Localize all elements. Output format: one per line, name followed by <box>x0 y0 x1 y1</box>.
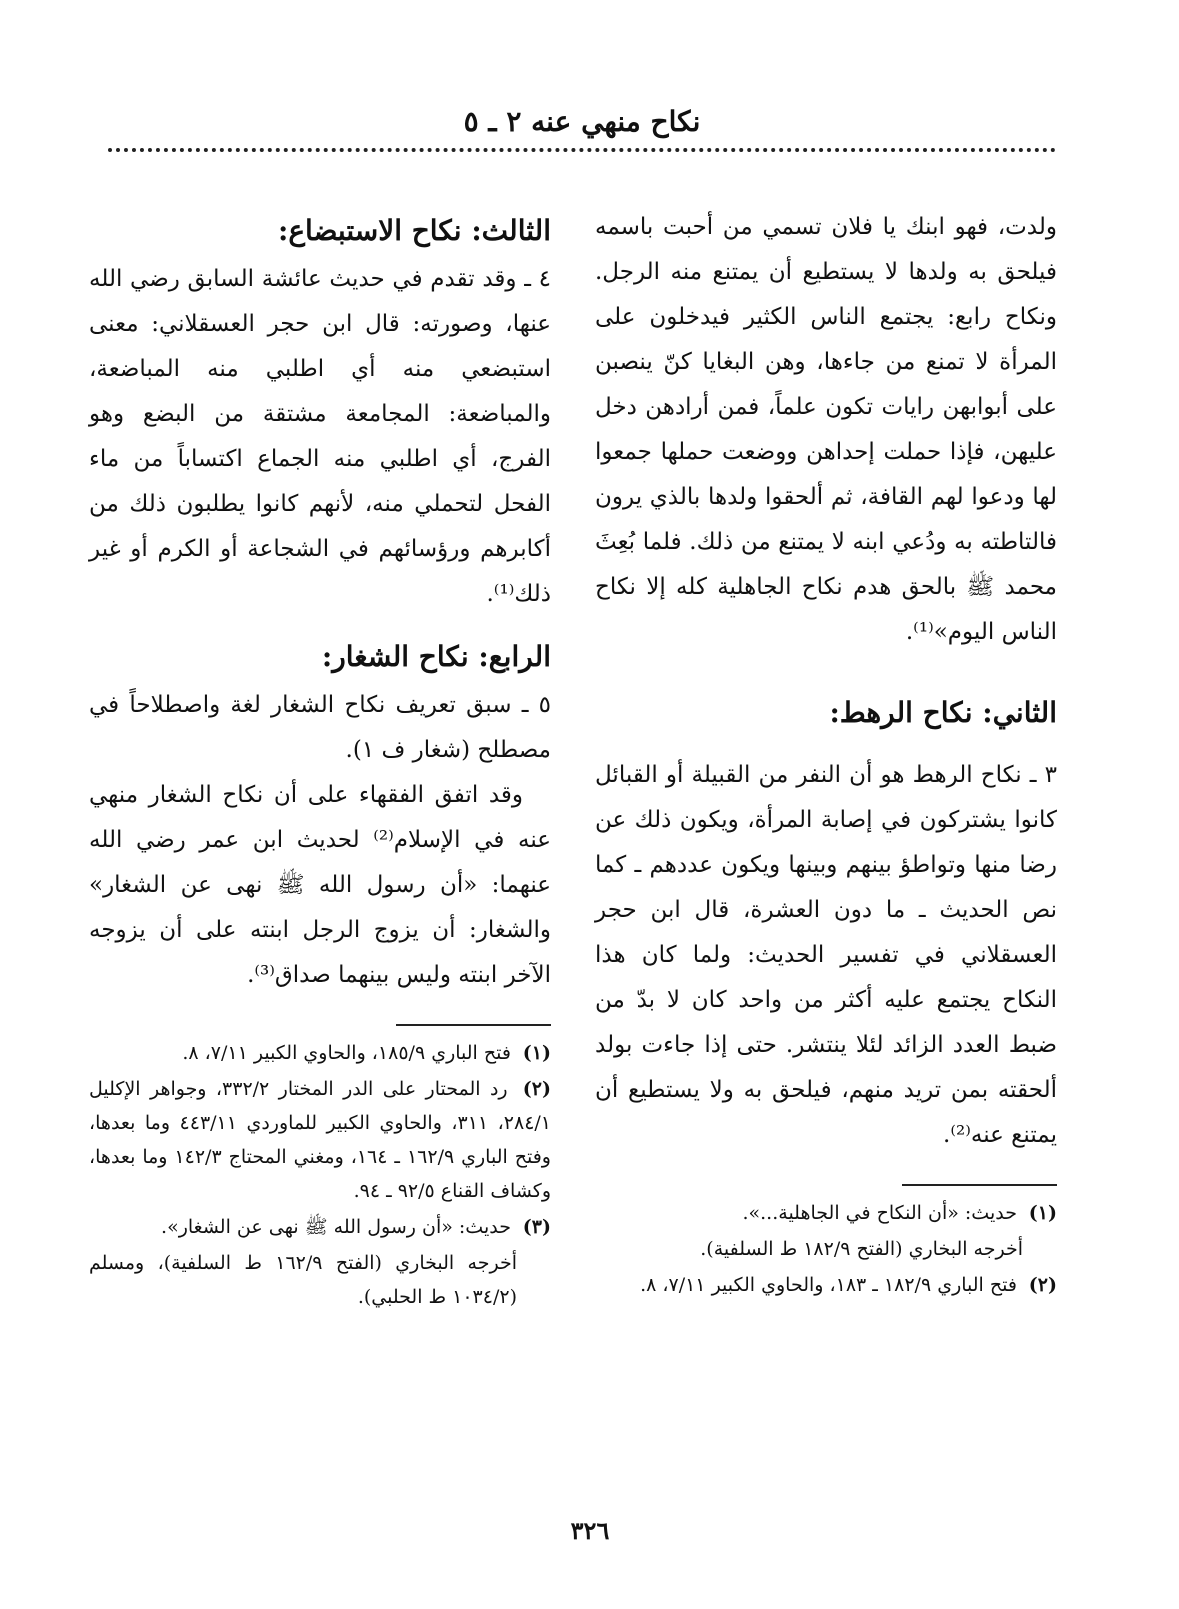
heading-second-type: الثاني: نكاح الرهط: <box>829 696 1057 729</box>
left-paragraph-3: وقد اتفق الفقهاء على أن نكاح الشغار منهي عنه في الإسلام⁽²⁾ لحديث ابن عمر رضي الله عنهما: «أن رسول الله ﷺ نهى عن الشغار» والشغار: أن يزوج الرجل ابنته على أن يزوجه الآخر ابنته وليس بينهما صداق⁽³⁾. <box>89 782 551 988</box>
footnote: (١) حديث: «أن النكاح في الجاهلية...». <box>742 1202 1057 1224</box>
footnote: (٢) فتح الباري ١٨٢/٩ ـ ١٨٣، والحاوي الكبير ٧/١١، ٨. <box>640 1274 1057 1296</box>
footnote: (٢) رد المحتار على الدر المختار ٣٣٢/٢، وجواهر الإكليل ٢٨٤/١، ٣١١، والحاوي الكبير للماوردي ٤٤٣/١١ وما بعدها، وفتح الباري ١٦٢/٩ ـ ١٦٤، ومغني المحتاج ١٤٢/٣ وما بعدها، وكشاف القناع ٩٢/٥ ـ ٩٤. <box>89 1078 552 1202</box>
left-footnotes <box>89 1036 551 1314</box>
right-footnotes <box>595 1196 1057 1302</box>
right-paragraph-1: ولدت، فهو ابنك يا فلان تسمي من أحبت باسمه فيلحق به ولدها لا يستطيع أن يمتنع منه الرجل. ونكاح رابع: يجتمع الناس الكثير فيدخلون على المرأة لا تمنع من جاءها، وهن البغايا كنّ ينصبن على أبوابهن رايات تكون علماً، فمن أرادهن دخل عليهن، فإذا حملت إحداهن ووضعت حملها جمعوا لها ودعوا لهم القافة، ثم ألحقوا ولدها بالذي يرون فالتاطته به ودُعي ابنه لا يمتنع من ذلك. فلما بُعِثَ محمد ﷺ بالحق هدم نكاح الجاهلية كله إلا نكاح الناس اليوم»⁽¹⁾. <box>595 214 1057 645</box>
header-dotted-rule <box>108 148 1056 152</box>
running-header: نكاح منهي عنه ٢ ـ ٥ <box>463 105 701 138</box>
right-paragraph-2: ٣ ـ نكاح الرهط هو أن النفر من القبيلة أو القبائل كانوا يشتركون في إصابة المرأة، ويكون ذلك عن رضا منها وتواطؤ بينهم وبينها ويكون عددهم ـ كما نص الحديث ـ ما دون العشرة، قال ابن حجر العسقلاني في تفسير الحديث: ولما كان هذا النكاح يجتمع عليه أكثر من واحد كان لا بدّ من ضبط العدد الزائد لئلا ينتشر. حتى إذا جاءت بولد ألحقته بمن تريد منهم، فيلحق به ولا يستطيع أن يمتنع عنه⁽²⁾. <box>595 762 1057 1148</box>
right-column <box>595 205 1057 1304</box>
page-number: ٣٢٦ <box>570 1516 610 1545</box>
footnote: (١) فتح الباري ١٨٥/٩، والحاوي الكبير ٧/١١، ٨. <box>182 1042 551 1064</box>
heading-third-type: الثالث: نكاح الاستبضاع: <box>278 214 551 247</box>
footnote: (٣) حديث: «أن رسول الله ﷺ نهى عن الشغار». <box>161 1216 551 1238</box>
footnote-separator <box>396 1024 551 1026</box>
left-paragraph-2: ٥ ـ سبق تعريف نكاح الشغار لغة واصطلاحاً في مصطلح (شغار ف ١). <box>89 692 551 763</box>
heading-fourth-type: الرابع: نكاح الشغار: <box>321 640 551 673</box>
footnote-continuation: أخرجه البخاري (الفتح ١٦٢/٩ ط السلفية)، ومسلم (١٠٣٤/٢ ط الحلبي). <box>89 1252 517 1308</box>
footnote-continuation: أخرجه البخاري (الفتح ١٨٢/٩ ط السلفية). <box>700 1238 1023 1260</box>
left-paragraph-1: ٤ ـ وقد تقدم في حديث عائشة السابق رضي الله عنها، وصورته: قال ابن حجر العسقلاني: معنى استبضعي منه أي اطلبي منه المباضعة، والمباضعة: المجامعة مشتقة من البضع وهو الفرج، أي اطلبي منه الجماع اكتساباً من ماء الفحل لتحملي منه، لأنهم كانوا يطلبون ذلك من أكابرهم ورؤسائهم في الشجاعة أو الكرم أو غير ذلك⁽¹⁾. <box>89 266 551 607</box>
left-column <box>89 205 551 1316</box>
footnote-separator <box>902 1184 1057 1186</box>
